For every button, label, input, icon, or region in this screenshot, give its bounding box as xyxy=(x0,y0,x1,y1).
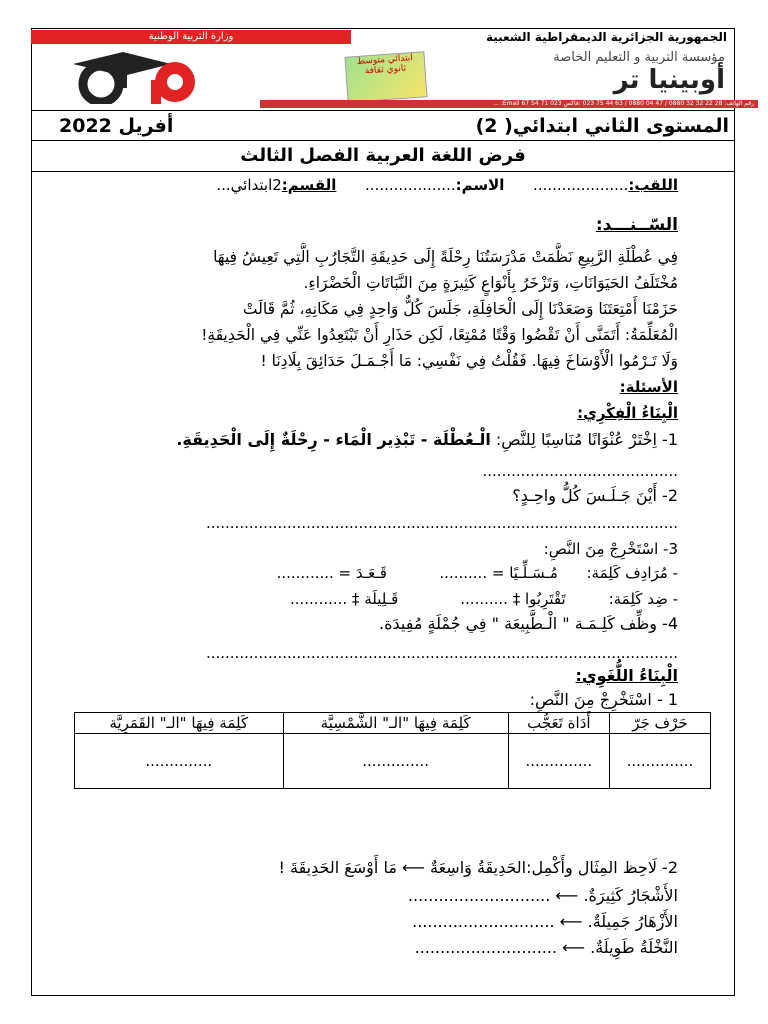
text-line-2: مُخْتَلَفُ الحَيَوَانَاتِ، وَتَزْخَرُ بِأَنْوَاعٍ كَثِيرَةٍ مِنَ النَّبَاتَاتِ الْخَضْرَاءِ. xyxy=(303,274,678,292)
exam-title: فرض اللغة العربية الفصل الثالث xyxy=(240,145,526,166)
table-cell[interactable]: .............. xyxy=(283,734,508,789)
extraction-table xyxy=(74,712,711,789)
syn-label: - مُرَادِف كَلِمَة: xyxy=(586,564,678,582)
q3-antonyms xyxy=(290,590,678,608)
q1-answer-line[interactable]: ......................................... xyxy=(482,462,678,480)
school-info xyxy=(425,50,725,95)
q4-answer-line[interactable]: ................................................................................................... xyxy=(205,644,678,662)
top-bar xyxy=(31,30,735,44)
ministry-banner: وزارة التربية الوطنية xyxy=(31,30,351,44)
exam-info-row xyxy=(31,110,735,141)
page-frame xyxy=(31,28,735,996)
q1-text: 1- اِخْتَرْ عُنْوَانًا مُنَاسِبًا لِلنَّصِ: xyxy=(495,430,678,449)
contact-strip: رقم الهاتف: 28 22 32 32 0880 / 47 04 0880 / 63 44 75 023 :فاكس 023 71 54 67 Email: ... xyxy=(260,100,758,108)
school-name: أوبينيا تر xyxy=(613,65,725,95)
exam-level: المستوى الثاني ابتدائي( 2) xyxy=(475,115,729,137)
table-cell[interactable]: .............. xyxy=(75,734,284,789)
text-line-3: حَزَمْنَا أَمْتِعَتَنَا وَصَعَدْنَا إِلَى الْحَافِلَةِ، جَلَسَ كُلٌّ وَاحِدٍ فِي مَكَانِهِ، ثُمَّ قَالَتْ xyxy=(242,300,678,318)
institution-name: مؤسسة التربية و التعليم الخاصة xyxy=(553,50,725,65)
table-header: كَلِمَة فِيهَا "الـ" الشَّمْسِيَّة xyxy=(283,713,508,734)
table-row xyxy=(75,734,711,789)
exam-title-row xyxy=(31,140,735,172)
book-graphic: ابتدائي متوسط ثانوي ثقافة xyxy=(344,51,427,102)
lang-q2-item[interactable]: النَّخْلَةُ طَوِيلَةٌ. ⟵ ............................ xyxy=(414,938,678,957)
surname-field[interactable]: .................... xyxy=(533,176,629,194)
q2-answer-line[interactable]: ................................................................................................... xyxy=(205,514,678,532)
table-header-row xyxy=(75,713,711,734)
question-1 xyxy=(176,430,678,449)
school-logo xyxy=(53,50,233,104)
republic-title: الجمهورية الجزائرية الديمقراطية الشعبية xyxy=(485,30,727,44)
part1-heading: الْبِنَاءُ الْفِكْرِي: xyxy=(577,404,678,422)
table-cell[interactable]: .............. xyxy=(609,734,710,789)
section-field[interactable]: 2ابتدائي... xyxy=(216,176,282,194)
text-line-5: وَلَا تَـرْمُوا الْأَوْسَاخَ فِيهَا. فَقُلْتُ فِي نَفْسِي: مَا أَجْـمَـلَ حَدَائِقَ بِلَادِنَا ! xyxy=(260,352,678,370)
text-line-4: الْمُعَلِّمَةُ: أَتَمَنَّى أَنْ تَقْضُوا وَقْتًا مُمْتِعًا، لَكِن حَذَارِ أَنْ تَبْتَعِدُوا عَنِّي فِي الْحَدِيقَةِ! xyxy=(201,326,678,344)
name-field[interactable]: ................... xyxy=(365,176,456,194)
syn-item-1[interactable]: مُـسَـلِّـيًا = .......... xyxy=(439,564,558,582)
school-header xyxy=(31,46,735,108)
lang-q2-item[interactable]: الأَشْجَارُ كَثِيرَةٌ. ⟵ ............................ xyxy=(407,886,678,905)
q1-options: الْـعُطْلَة - تَبْذِير الْمَاء - رِحْلَةٌ إِلَى الْحَدِيقَةِ. xyxy=(176,430,491,449)
ant-label: - ضِد كَلِمَة: xyxy=(608,590,678,608)
student-fields xyxy=(216,176,678,194)
ant-item-1[interactable]: تَقْتَرِبُوا ‡ .......... xyxy=(460,590,566,608)
part2-heading: الْبِنَاءُ اللُّغَوِي: xyxy=(575,666,678,685)
question-4: 4- وظِّف كَلِـمَـة " الْـطَّبِيعَة " فِي جُمْلَةٍ مُفِيدَة. xyxy=(379,614,678,633)
question-2: 2- أَيْنَ جَـلَـسَ كُلُّ واحِـدٍ؟ xyxy=(512,486,678,505)
text-heading: السّــنـــد: xyxy=(595,215,678,235)
lang-q2-item[interactable]: الأَزْهَارُ جَمِيلَةٌ. ⟵ ............................ xyxy=(412,912,678,931)
table-cell[interactable]: .............. xyxy=(508,734,609,789)
exam-date: أفريل 2022 xyxy=(59,115,174,137)
table-header: كَلِمَة فِيهَا "الـ" القَمَرِيَّة xyxy=(75,713,284,734)
table-header: حَرْف جَرّ xyxy=(609,713,710,734)
questions-heading: الأسئلة: xyxy=(619,378,678,396)
text-line-1: فِي عُطْلَةِ الرَّبِيعِ نَظَّمَتْ مَدْرَسَتُنَا رِحْلَةً إِلَى حَدِيقَةِ التَّجَارُبِ الَّتِي تَعِيشُ فِيهَا xyxy=(213,248,678,266)
syn-item-2[interactable]: قَـعَـدَ = ............ xyxy=(276,564,387,582)
lang-q1: 1 - اسْتَخْرِجْ مِنَ النَّصِ: xyxy=(529,690,678,709)
lang-q2: 2- لَاحِظ المِثَال وأَكْمِل:الحَدِيقَةُ وَاسِعَةٌ ⟵ مَا أَوْسَعَ الحَدِيقَةَ ! xyxy=(278,858,678,877)
section-label: القسم: xyxy=(281,176,337,194)
table-header: أَدَاة تَعَجُّب xyxy=(508,713,609,734)
question-3: 3- اسْتَخْرِجْ مِنَ النَّصِ: xyxy=(543,540,678,558)
q3-synonyms xyxy=(277,564,678,582)
name-label: الاسم: xyxy=(455,176,505,194)
ant-item-2[interactable]: قَـلِيلَة ‡ ............ xyxy=(289,590,399,608)
surname-label: اللقب: xyxy=(628,176,678,194)
